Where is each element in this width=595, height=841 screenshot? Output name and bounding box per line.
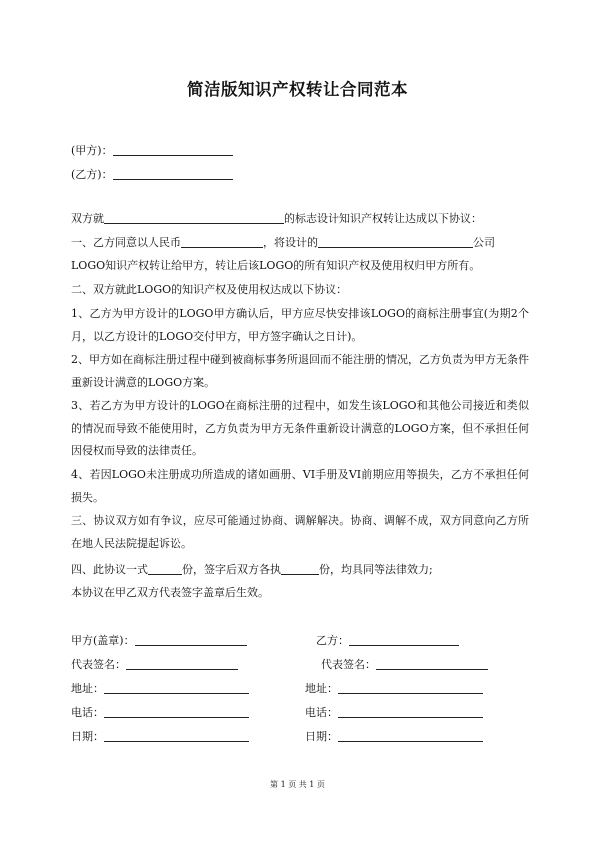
- sig-a-rep-line: [71, 657, 238, 672]
- sig-b-rep-label: 代表签名：: [321, 658, 376, 671]
- clause-1-mid: ，将设计的: [263, 236, 318, 249]
- sig-b-date-label: 日期：: [305, 730, 338, 743]
- copies-each-blank[interactable]: [281, 562, 319, 575]
- price-blank[interactable]: [181, 235, 263, 248]
- party-a-label: (甲方)：: [71, 144, 113, 157]
- sig-b-date-line: [305, 729, 483, 744]
- sig-a-tel-line: [71, 705, 249, 720]
- sig-b-addr-label: 地址：: [305, 682, 338, 695]
- clause-1-pre: 一、乙方同意以人民币: [71, 236, 181, 249]
- clause-4-pre: 四、此协议一式: [71, 563, 148, 576]
- point-1: 1、乙方为甲方设计的LOGO甲方确认后，甲方应尽快安排该LOGO的商标注册事宜(为期2个月，以乙方设计的LOGO交付甲方，甲方签字确认之日计)。: [71, 307, 529, 343]
- sig-b-rep-blank[interactable]: [376, 657, 488, 670]
- sig-b-tel-blank[interactable]: [338, 705, 483, 718]
- copies-total-blank[interactable]: [148, 562, 182, 575]
- clause-4-post: 份，均具同等法律效力;: [319, 563, 433, 576]
- sig-a-date-blank[interactable]: [104, 729, 249, 742]
- sig-a-addr-blank[interactable]: [104, 681, 249, 694]
- point-4: 4、若因LOGO未注册成功所造成的诸如画册、VI手册及VI前期应用等损失，乙方不承担任何损失。: [71, 468, 529, 504]
- party-b-label: (乙方)：: [71, 168, 113, 181]
- sig-b-tel-line: [305, 705, 483, 720]
- sig-a-seal-blank[interactable]: [135, 633, 247, 646]
- clause-1-post: 公司: [473, 236, 495, 249]
- sig-a-rep-blank[interactable]: [126, 657, 238, 670]
- clause-1-line: [71, 235, 495, 250]
- sig-a-date-label: 日期：: [71, 730, 104, 743]
- subject-blank[interactable]: [104, 211, 284, 224]
- sig-a-seal-line: [71, 633, 247, 648]
- sig-b-tel-label: 电话：: [305, 706, 338, 719]
- clause-4-line: [71, 562, 433, 577]
- party-b-line: [71, 167, 233, 182]
- sig-a-addr-line: [71, 681, 249, 696]
- company-blank[interactable]: [318, 235, 473, 248]
- sig-b-date-blank[interactable]: [338, 729, 483, 742]
- point-3: 3、若乙方为甲方设计的LOGO在商标注册的过程中，如发生该LOGO和其他公司接近和类似的情况而导致不能使用时，乙方负责为甲方无条件重新设计满意的LOGO方案，但不承担任何因侵权而导致的法律责任。: [71, 399, 529, 457]
- clause-4-mid: 份，签字后双方各执: [182, 563, 281, 576]
- page-footer: 第 1 页 共 1 页: [270, 780, 325, 789]
- sig-a-addr-label: 地址：: [71, 682, 104, 695]
- intro-text-post: 的标志设计知识产权转让达成以下协议：: [284, 212, 482, 225]
- intro-line: [71, 211, 482, 226]
- sig-b-party-line: [316, 633, 459, 648]
- party-a-line: [71, 143, 233, 158]
- sig-a-tel-label: 电话：: [71, 706, 104, 719]
- sig-a-seal-label: 甲方(盖章)：: [71, 634, 135, 647]
- sig-b-addr-blank[interactable]: [338, 681, 483, 694]
- effective-clause: 本协议在甲乙双方代表签字盖章后生效。: [71, 586, 269, 599]
- clause-2-heading: 二、双方就此LOGO的知识产权及使用权达成以下协议：: [71, 283, 348, 296]
- sig-a-date-line: [71, 729, 249, 744]
- intro-text-pre: 双方就: [71, 212, 104, 225]
- sig-a-rep-label: 代表签名：: [71, 658, 126, 671]
- party-b-blank[interactable]: [113, 167, 233, 180]
- sig-b-addr-line: [305, 681, 483, 696]
- sig-b-party-blank[interactable]: [349, 633, 459, 646]
- clause-1-cont: LOGO知识产权转让给甲方，转让后该LOGO的所有知识产权及使用权归甲方所有。: [71, 259, 481, 272]
- party-a-blank[interactable]: [113, 143, 233, 156]
- clause-3: 三、协议双方如有争议，应尽可能通过协商、调解解决。协商、调解不成，双方同意向乙方所在地人民法院提起诉讼。: [71, 514, 529, 550]
- sig-a-tel-blank[interactable]: [104, 705, 249, 718]
- sig-b-rep-line: [321, 657, 488, 672]
- point-2: 2、甲方如在商标注册过程中碰到被商标事务所退回而不能注册的情况，乙方负责为甲方无条件重新设计满意的LOGO方案。: [71, 353, 529, 389]
- sig-b-party-label: 乙方：: [316, 634, 349, 647]
- document-title: 简洁版知识产权转让合同范本: [187, 80, 408, 99]
